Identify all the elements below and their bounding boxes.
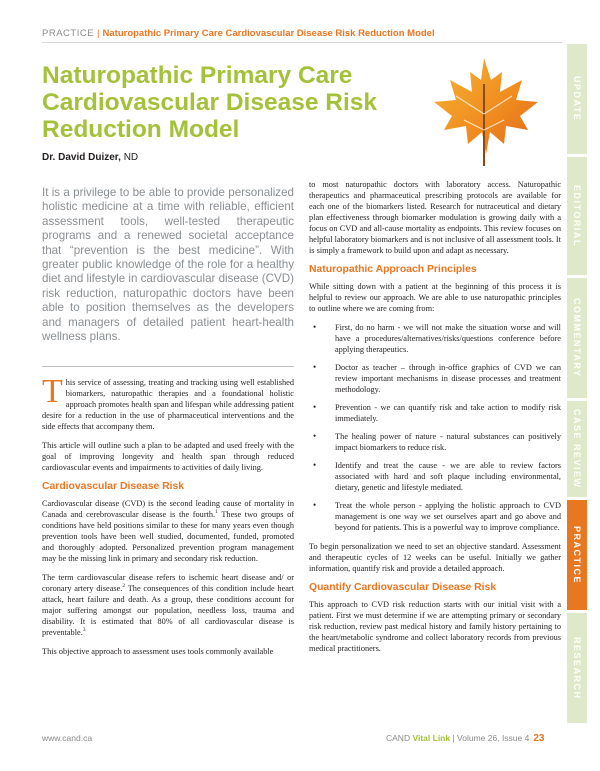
body-paragraph-5: This objective approach to assessment uses tools commonly available (42, 647, 274, 656)
header-title: Naturopathic Primary Care Cardiovascular Disease Risk Reduction Model (102, 28, 435, 39)
section-label: PRACTICE (42, 28, 95, 39)
side-tab-update[interactable]: UPDATE (567, 44, 587, 154)
side-tab-commentary[interactable]: COMMENTARY (567, 278, 587, 398)
heading-quantify: Quantify Cardiovascular Disease Risk (309, 582, 497, 593)
header-separator: | (97, 28, 100, 39)
side-tab-editorial[interactable]: EDITORIAL (567, 157, 587, 275)
footer-url[interactable]: www.cand.ca (42, 733, 93, 743)
list-item: • The healing power of nature - natural substances can positively impact biomarkers to reduce risk. (309, 431, 561, 453)
list-item: • Prevention - we can quantify risk and take action to modify risk immediately. (309, 402, 561, 424)
body-paragraph-4: The term cardiovascular disease refers to ischemic heart disease and/ or coronary artery disease.$^2$ The consequences of this condition include heart attack, heart failure and death. As a group, these conditions account for major suffering amongst our population, needless loss, trauma and disability. It is estimated that 80% of all cardiovascular disease is preventable.$^3$ (42, 573, 294, 637)
heading-cvd-risk: Cardiovascular Disease Risk (42, 481, 185, 492)
principles-list (309, 322, 561, 533)
side-tab-case-review[interactable]: CASE REVIEW (567, 401, 587, 497)
body-paragraph-7: While sitting down with a patient at the beginning of this process it is helpful to review our approach. We are able to use naturopathic principles to outline where we are coming from: (309, 282, 561, 313)
body-paragraph-1: This service of assessing, treating and tracking using well established biomarkers, naturopathic therapies and a foundational holistic approach promotes health span and lifespan while addressing patient desire for a reduction in the use of pharmaceutical interventions and the side effects that accompany them. (42, 373, 294, 431)
right-column (309, 179, 561, 662)
maple-leaf-icon (424, 54, 544, 170)
list-item: • First, do no harm - we will not make the situation worse and will have a procedures/alternatives/risks/questions conference before applying therapeutics. (309, 322, 561, 355)
list-item: • Identify and treat the cause - we are able to review factors associated with hard and soft plaque including environmental, dietary, genetic and lifestyle mediated. (309, 460, 561, 493)
drop-cap: T (42, 373, 63, 410)
author-byline (42, 152, 138, 163)
author-name: Dr. David Duizer, (42, 152, 121, 163)
header-divider (42, 42, 562, 43)
body-paragraph-8: To begin personalization we need to set an objective standard. Assessment and therapeutic cycles of 12 weeks can be useful. Initially we gather information, quantify risk and provide a detailed approach. (309, 542, 561, 573)
author-credential: ND (123, 152, 139, 163)
running-header (42, 28, 562, 39)
body-paragraph-6: to most naturopathic doctors with laboratory access. Naturopathic therapeutics and pharmaceutical prescribing protocols are available for each one of the biomarkers listed. Research for nutraceutical and dietary plan effectiveness through biomarker modulation is growing daily with a focus on CVD and all-cause mortality as endpoints. This review focuses on helpful laboratory biomarkers and is not inclusive of all assessment tools. It is simply a framework to build upon and adapt as necessary. (309, 180, 561, 255)
intro-paragraph: It is a privilege to be able to provide personalized holistic medicine at a time with reliable, efficient assessment tools, well-tested therapeutic programs and a renewed societal acceptance that “prevention is the best medicine”. With greater public knowledge of the role for a healthy diet and lifestyle in cardiovascular disease (CVD) risk reduction, naturopathic doctors have been able to position themselves as the developers and managers of detailed patient heart-health wellness plans. (42, 186, 294, 344)
list-item: • Doctor as teacher – through in-office graphics of CVD we can review important mechanisms in disease processes and treatment methodology. (309, 362, 561, 395)
body-paragraph-2: This article will outline such a plan to be adapted and used freely with the goal of improving longevity and health span through reduced cardiovascular events and impairments to activities of daily living. (42, 441, 294, 472)
article-title: Naturopathic Primary Care Cardiovascular Disease Risk Reduction Model (42, 62, 378, 143)
footer-publication: CAND Vital Link | Volume 26, Issue 4 23 (386, 733, 545, 744)
left-column (42, 373, 294, 665)
intro-divider (42, 366, 294, 367)
page-number: 23 (533, 733, 545, 744)
body-paragraph-3: Cardiovascular disease (CVD) is the second leading cause of mortality in Canada and cerebrovascular disease is the fourth.$^1$ These two groups of conditions have held positions similar to these for many years even though prevention tools have been well studied, documented, funded, promoted and thoroughly adopted. Personalized prevention program management may be the missing link in primary and secondary risk reduction. (42, 499, 294, 563)
side-tab-research[interactable]: RESEARCH (567, 613, 587, 723)
side-tab-practice[interactable]: PRACTICE (567, 500, 587, 610)
body-paragraph-9: This approach to CVD risk reduction starts with our initial visit with a patient. First we must determine if we are attempting primary or secondary risk reduction, review past medical history and family history pertaining to the heart/metabolic syndrome and collect laboratory records from previous medical practitioners. (309, 600, 561, 653)
list-item: • Treat the whole person - applying the holistic approach to CVD management is one way we set ourselves apart and go above and beyond for patients. This is a powerful way to improve compliance. (309, 500, 561, 533)
heading-principles: Naturopathic Approach Principles (309, 264, 477, 275)
